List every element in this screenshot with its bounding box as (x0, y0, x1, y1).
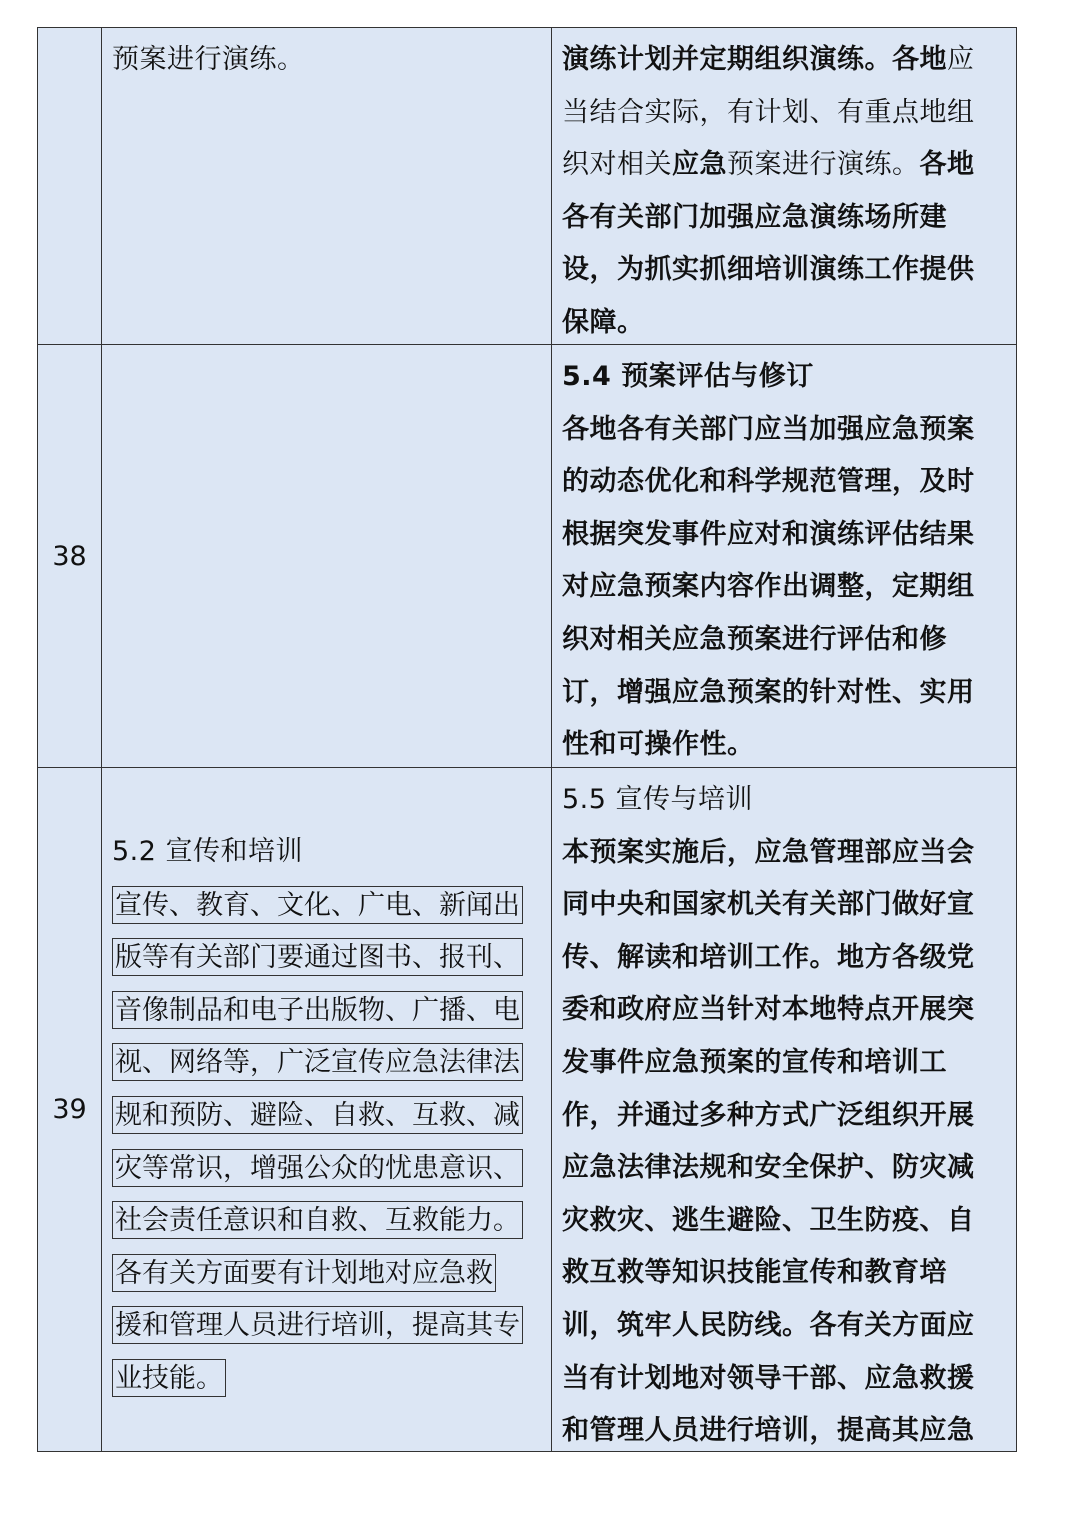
new-text-line (562, 509, 1008, 562)
text-run: 5.4 预案评估与修订 (562, 361, 814, 392)
new-text-line (562, 404, 1008, 457)
new-text-line (562, 1090, 1008, 1143)
boxed-text: 视、网络等，广泛宣传应急法律法 (112, 1043, 523, 1081)
text-run: 应 (947, 44, 975, 75)
new-text-cell (552, 28, 1016, 344)
row-number (38, 28, 102, 344)
boxed-text: 灾等常识，增强公众的忧患意识、 (112, 1149, 523, 1187)
new-text-line (562, 827, 1008, 880)
old-text-line (112, 931, 543, 984)
text-run: 应急法律法规和安全保护、防灾减 (562, 1152, 975, 1184)
text-run: 各地各有关部门应当加强应急预案 (562, 413, 975, 445)
new-text-line (562, 244, 1008, 297)
text-run: 5.5 宣传与培训 (562, 784, 754, 815)
text-run: 当结合实际，有计划、有重点地组 (562, 96, 975, 128)
text-run: 和管理人员进行培训，提高其应急 (562, 1415, 975, 1447)
table-row (38, 28, 1016, 344)
old-text-line (112, 1089, 543, 1142)
new-text-line (562, 1300, 1008, 1353)
new-text-line (562, 1353, 1008, 1406)
new-text-line (562, 1037, 1008, 1090)
text-run: 演练计划并定期组织演练。各地 (562, 44, 947, 75)
new-text-line (562, 297, 1008, 350)
boxed-text: 规和预防、避险、自救、互救、减 (112, 1096, 523, 1134)
boxed-text: 社会责任意识和自救、互救能力。 (112, 1201, 523, 1239)
row-number: 39 (38, 768, 102, 1451)
new-text-line (562, 719, 1008, 772)
new-text-line (562, 34, 1008, 87)
text-run: 灾救灾、逃生避险、卫生防疫、自 (562, 1204, 975, 1236)
new-text-line (562, 614, 1008, 667)
new-text-line (562, 1405, 1008, 1458)
old-text-line (112, 1299, 543, 1352)
new-text-line (562, 351, 1008, 404)
new-text-line (562, 561, 1008, 614)
text-run: 设，为抓实抓细培训演练工作提供 (562, 254, 975, 286)
boxed-text: 宣传、教育、文化、广电、新闻出 (112, 886, 523, 924)
text-run: 各地 (919, 149, 975, 181)
old-section-heading: 5.2 宣传和培训 (112, 836, 304, 867)
boxed-text: 版等有关部门要通过图书、报刊、 (112, 938, 523, 976)
text-run: 预案进行演练。 (727, 149, 920, 181)
text-run: 传、解读和培训工作。地方各级党 (562, 941, 975, 973)
new-text-cell (552, 768, 1016, 1451)
old-text-line: 预案进行演练。 (112, 44, 305, 75)
text-run: 订，增强应急预案的针对性、实用 (562, 676, 975, 708)
boxed-text: 援和管理人员进行培训，提高其专 (112, 1306, 523, 1344)
text-run: 同中央和国家机关有关部门做好宣 (562, 889, 975, 921)
old-text-line (112, 1142, 543, 1195)
old-text-line (112, 1352, 543, 1405)
text-run: 发事件应急预案的宣传和培训工 (562, 1046, 947, 1078)
text-run: 保障。 (562, 306, 645, 338)
new-text-line (562, 1247, 1008, 1300)
new-text-line (562, 1142, 1008, 1195)
boxed-text: 各有关方面要有计划地对应急救 (112, 1254, 496, 1292)
text-run: 的动态优化和科学规范管理，及时 (562, 466, 975, 498)
old-text-line (112, 1036, 543, 1089)
old-text-cell (102, 768, 552, 1451)
new-text-line (562, 456, 1008, 509)
table-row (38, 767, 1016, 1451)
text-run: 对应急预案内容作出调整，定期组 (562, 571, 975, 603)
new-text-line (562, 667, 1008, 720)
text-run: 当有计划地对领导干部、应急救援 (562, 1362, 975, 1394)
boxed-text: 业技能。 (112, 1359, 226, 1397)
new-text-cell (552, 345, 1016, 767)
comparison-table (37, 27, 1017, 1452)
text-run: 织对相关应急预案进行评估和修 (562, 623, 947, 655)
table-row (38, 344, 1016, 767)
row-number: 38 (38, 345, 102, 767)
old-text-cell (102, 345, 552, 767)
old-text-cell (102, 28, 552, 344)
text-run: 委和政府应当针对本地特点开展突 (562, 994, 975, 1026)
old-text-line (112, 1247, 543, 1300)
old-text-line (112, 879, 543, 932)
text-run: 应急 (672, 149, 727, 181)
new-text-line (562, 774, 1008, 827)
text-run: 织对相关 (562, 149, 672, 181)
text-run: 救互救等知识技能宣传和教育培 (562, 1257, 947, 1289)
text-run: 各有关部门加强应急演练场所建 (562, 201, 947, 233)
text-run: 作，并通过多种方式广泛组织开展 (562, 1099, 975, 1131)
new-text-line (562, 879, 1008, 932)
text-run: 性和可操作性。 (562, 729, 755, 761)
old-text-line (112, 984, 543, 1037)
old-text-line (112, 1194, 543, 1247)
new-text-line (562, 932, 1008, 985)
new-text-line (562, 192, 1008, 245)
text-run: 训，筑牢人民防线。各有关方面应 (562, 1309, 975, 1341)
text-run: 根据突发事件应对和演练评估结果 (562, 518, 975, 550)
text-run: 本预案实施后，应急管理部应当会 (562, 836, 975, 868)
new-text-line (562, 139, 1008, 192)
new-text-line (562, 87, 1008, 140)
new-text-line (562, 984, 1008, 1037)
boxed-text: 音像制品和电子出版物、广播、电 (112, 991, 523, 1029)
new-text-line (562, 1195, 1008, 1248)
